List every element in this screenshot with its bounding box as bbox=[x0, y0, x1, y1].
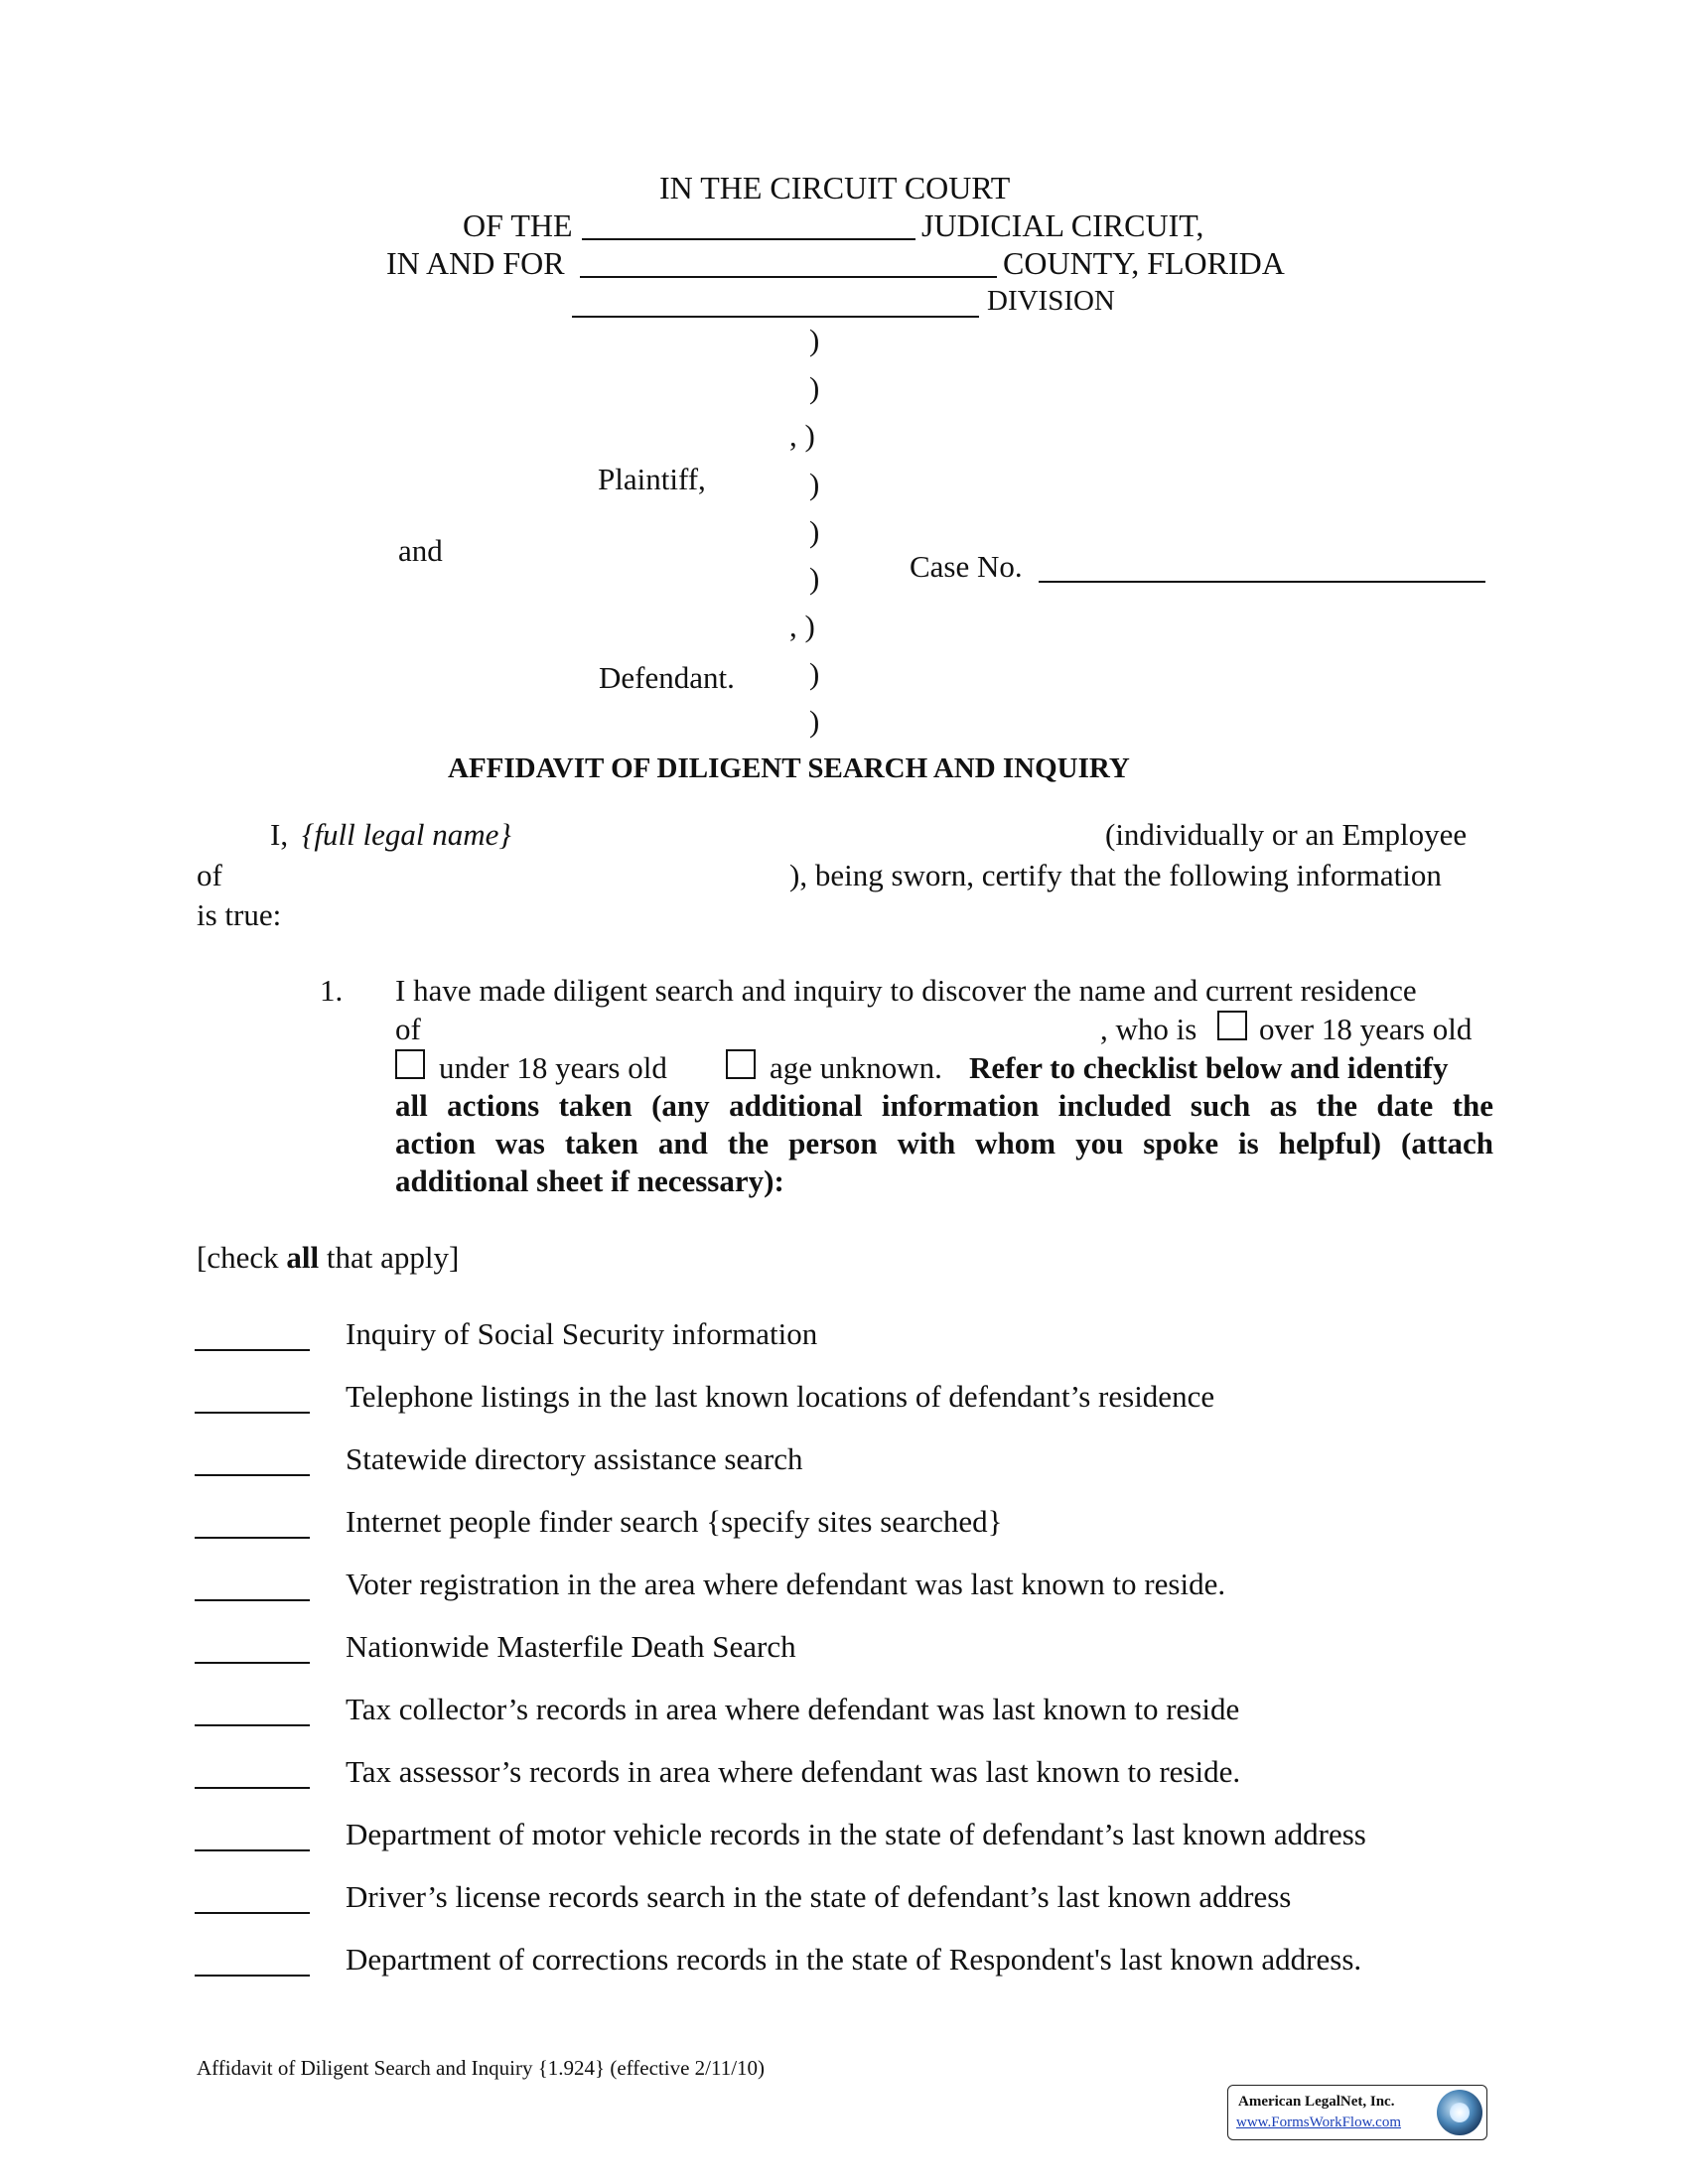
caption-paren: ) bbox=[809, 514, 820, 549]
checklist-blank[interactable] bbox=[195, 1975, 310, 1977]
item1-bold-lead: Refer to checklist below and identify bbox=[969, 1050, 1449, 1085]
vendor-logo[interactable] bbox=[1227, 2085, 1487, 2140]
footer-form-info: Affidavit of Diligent Search and Inquiry {1.924} (effective 2/11/10) bbox=[197, 2056, 766, 2080]
county-blank[interactable] bbox=[580, 276, 997, 278]
checklist-item: Telephone listings in the last known locations of defendant’s residence bbox=[346, 1379, 1215, 1414]
caption-paren: ) bbox=[809, 323, 820, 357]
item1-line1: I have made diligent search and inquiry to discover the name and current residence bbox=[395, 973, 1417, 1008]
checklist-blank[interactable] bbox=[195, 1412, 310, 1414]
globe-icon bbox=[1437, 2090, 1482, 2135]
caption-paren: ) bbox=[809, 656, 820, 691]
checklist-blank[interactable] bbox=[195, 1849, 310, 1851]
intro-i: I, bbox=[270, 817, 289, 852]
division-label: DIVISION bbox=[987, 285, 1115, 317]
in-and-for-label: IN AND FOR bbox=[386, 245, 565, 281]
item-number: 1. bbox=[320, 973, 344, 1008]
checklist-blank[interactable] bbox=[195, 1724, 310, 1726]
checklist-blank[interactable] bbox=[195, 1537, 310, 1539]
item1-of: of bbox=[395, 1012, 421, 1046]
checklist-item: Nationwide Masterfile Death Search bbox=[346, 1629, 796, 1664]
intro-being-sworn: ), being sworn, certify that the following information bbox=[789, 858, 1442, 892]
checklist-blank[interactable] bbox=[195, 1787, 310, 1789]
and-label: and bbox=[398, 533, 443, 568]
checklist-blank[interactable] bbox=[195, 1912, 310, 1914]
checklist-blank[interactable] bbox=[195, 1662, 310, 1664]
intro-of: of bbox=[197, 858, 222, 892]
plaintiff-label: Plaintiff, bbox=[598, 462, 706, 496]
judicial-circuit-blank[interactable] bbox=[582, 238, 915, 240]
checklist-item: Driver’s license records search in the state of defendant’s last known address bbox=[346, 1879, 1292, 1914]
age-unknown-label: age unknown. bbox=[770, 1050, 942, 1085]
checklist-item: Department of corrections records in the state of Respondent's last known address. bbox=[346, 1942, 1362, 1977]
intro-individually: (individually or an Employee bbox=[1105, 817, 1468, 852]
item1-bold-line2: all actions taken (any additional information included such as the date the bbox=[395, 1088, 1493, 1123]
checklist-item: Department of motor vehicle records in the state of defendant’s last known address bbox=[346, 1817, 1366, 1851]
checklist-item: Inquiry of Social Security information bbox=[346, 1316, 818, 1351]
item1-who-is: , who is bbox=[1100, 1012, 1197, 1046]
logo-url-link[interactable]: www.FormsWorkFlow.com bbox=[1236, 2115, 1402, 2130]
item1-bold-line4: additional sheet if necessary): bbox=[395, 1163, 784, 1198]
caption-paren: ) bbox=[809, 704, 820, 739]
item1-bold-line3: action was taken and the person with whom you spoke is helpful) (attach bbox=[395, 1126, 1493, 1160]
case-no-label: Case No. bbox=[910, 549, 1023, 584]
under-18-label: under 18 years old bbox=[439, 1050, 667, 1085]
caption-paren: ) bbox=[809, 561, 820, 596]
caption-paren: , ) bbox=[789, 418, 815, 453]
checklist-blank[interactable] bbox=[195, 1349, 310, 1351]
checklist-item: Internet people finder search {specify sites searched} bbox=[346, 1504, 1003, 1539]
caption-paren: , ) bbox=[789, 609, 815, 643]
over-18-label: over 18 years old bbox=[1259, 1012, 1473, 1046]
checklist-blank[interactable] bbox=[195, 1599, 310, 1601]
check-all-suffix: that apply] bbox=[319, 1240, 460, 1275]
county-florida-label: COUNTY, FLORIDA bbox=[1003, 245, 1285, 281]
check-all-prefix: [check bbox=[197, 1240, 287, 1275]
checklist-blank[interactable] bbox=[195, 1474, 310, 1476]
judicial-circuit-label: JUDICIAL CIRCUIT, bbox=[921, 207, 1204, 243]
defendant-label: Defendant. bbox=[599, 660, 735, 695]
checklist-item: Voter registration in the area where defendant was last known to reside. bbox=[346, 1567, 1226, 1601]
checklist-item: Tax collector’s records in area where defendant was last known to reside bbox=[346, 1692, 1240, 1726]
full-legal-name-prompt[interactable]: {full legal name} bbox=[302, 817, 511, 852]
caption-paren: ) bbox=[809, 467, 820, 501]
caption-paren: ) bbox=[809, 370, 820, 405]
case-no-blank[interactable] bbox=[1039, 581, 1485, 583]
court-heading: IN THE CIRCUIT COURT bbox=[659, 170, 1011, 205]
age-unknown-checkbox[interactable] bbox=[726, 1049, 756, 1079]
division-blank[interactable] bbox=[572, 316, 979, 318]
over-18-checkbox[interactable] bbox=[1217, 1011, 1247, 1040]
logo-company-name: American LegalNet, Inc. bbox=[1238, 2094, 1395, 2110]
check-all-instruction bbox=[197, 1242, 459, 1273]
of-the-label: OF THE bbox=[463, 207, 573, 243]
check-all-emphasis: all bbox=[286, 1240, 320, 1275]
checklist-item: Tax assessor’s records in area where defendant was last known to reside. bbox=[346, 1754, 1241, 1789]
checklist-item: Statewide directory assistance search bbox=[346, 1441, 803, 1476]
intro-is-true: is true: bbox=[197, 897, 282, 932]
under-18-checkbox[interactable] bbox=[395, 1049, 425, 1079]
page-title: AFFIDAVIT OF DILIGENT SEARCH AND INQUIRY bbox=[448, 752, 1130, 784]
